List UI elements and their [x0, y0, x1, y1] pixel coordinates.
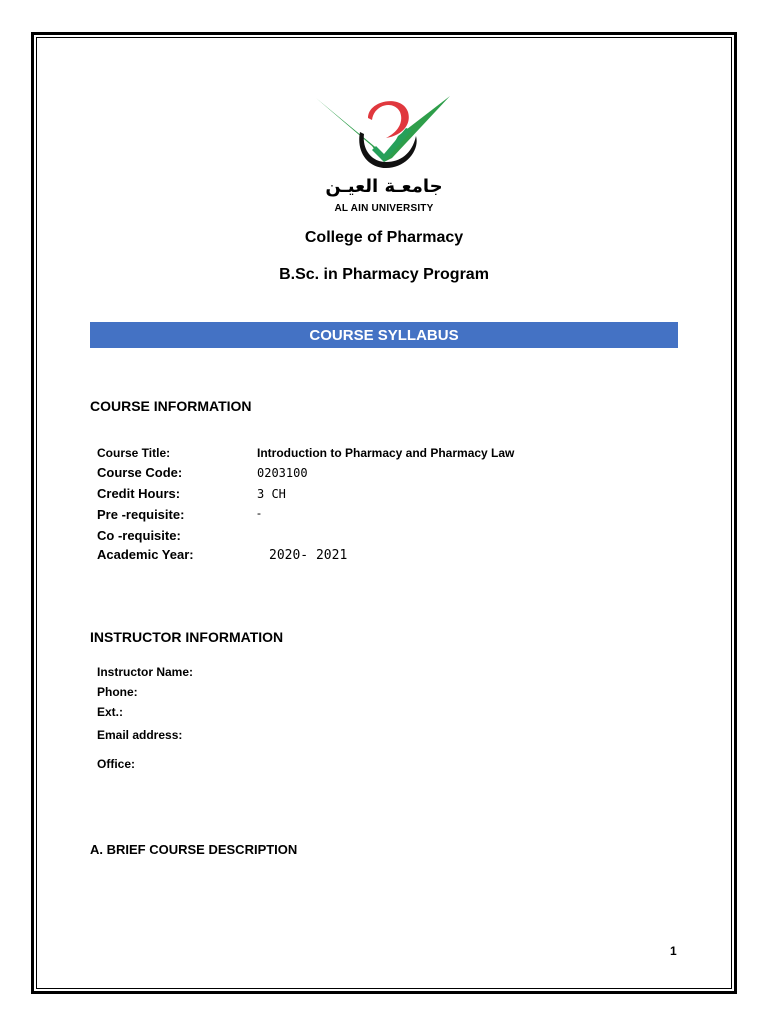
credit-hours-label: Credit Hours: [97, 486, 181, 501]
corequisite-label: Co -requisite: [97, 528, 181, 543]
brief-course-description-heading: A. BRIEF COURSE DESCRIPTION [90, 842, 298, 857]
course-information-heading: COURSE INFORMATION [90, 398, 252, 414]
prerequisite-value: - [257, 506, 261, 520]
ext-label: Ext.: [97, 705, 124, 719]
office-label: Office: [97, 757, 136, 771]
phone-label: Phone: [97, 685, 138, 699]
course-code-label: Course Code: [97, 465, 183, 480]
college-name: College of Pharmacy [304, 229, 464, 246]
email-address-label: Email address: [97, 728, 183, 742]
syllabus-banner [90, 322, 678, 348]
course-code-value: 0203100 [257, 466, 308, 480]
course-title-label: Course Title: [97, 446, 171, 460]
page-number: 1 [670, 944, 677, 958]
logo-arabic-text: جامعـة العيـن [325, 176, 443, 197]
prerequisite-label: Pre -requisite: [97, 507, 185, 522]
instructor-information-heading: INSTRUCTOR INFORMATION [90, 629, 284, 645]
credit-hours-value: 3 CH [257, 487, 286, 501]
course-title-value: Introduction to Pharmacy and Pharmacy Law [257, 446, 515, 460]
academic-year-value: 2020- 2021 [269, 548, 348, 563]
program-name: B.Sc. in Pharmacy Program [279, 266, 489, 283]
logo-english-text: AL AIN UNIVERSITY [334, 203, 434, 214]
instructor-name-label: Instructor Name: [97, 665, 194, 679]
banner-title: COURSE SYLLABUS [309, 327, 459, 344]
academic-year-label: Academic Year: [97, 547, 194, 562]
